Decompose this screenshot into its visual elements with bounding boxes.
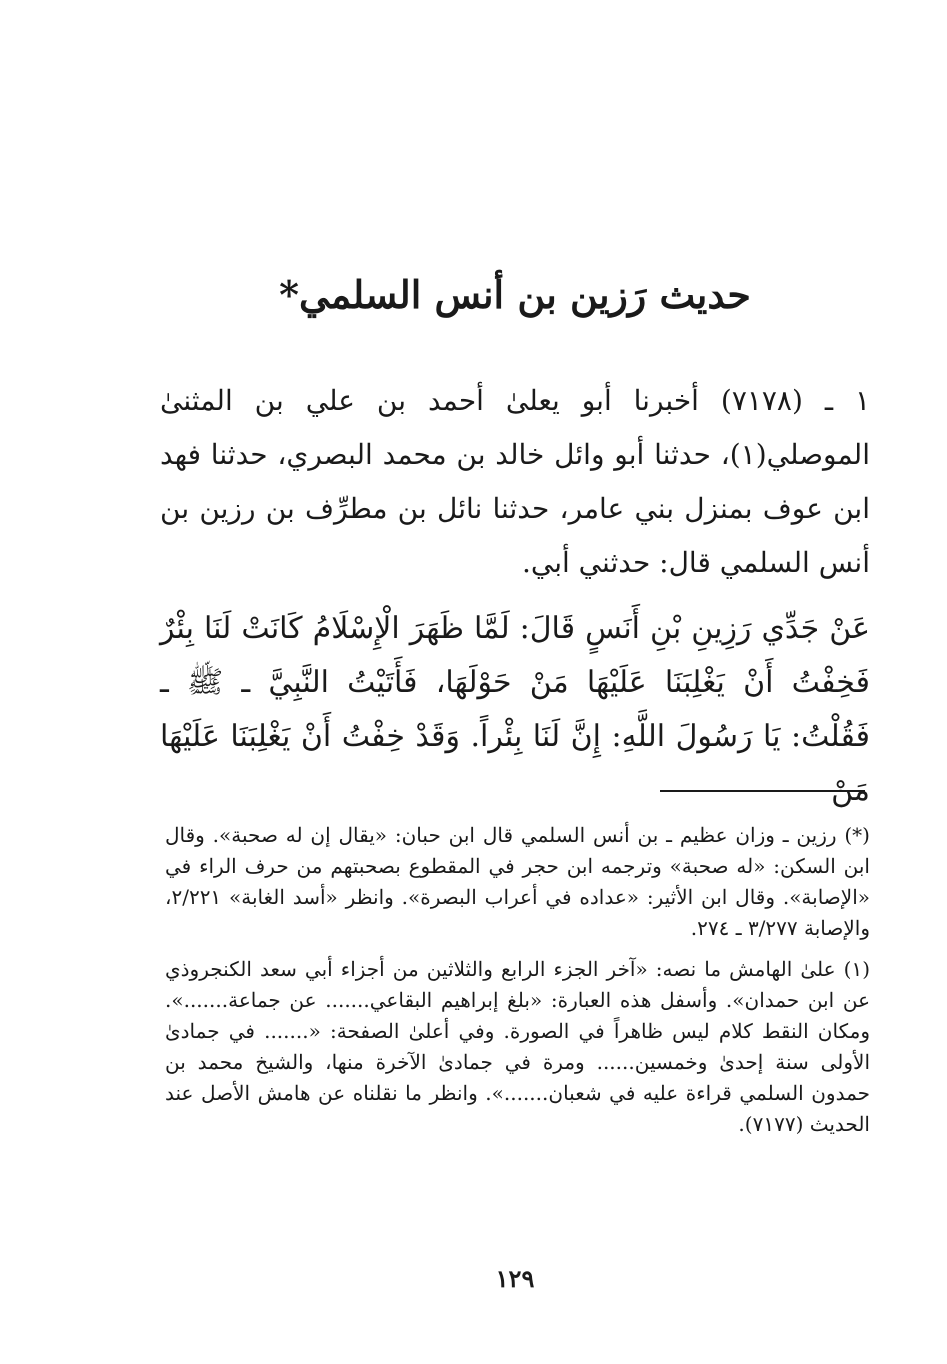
footnote-star: (*) رزين ـ وزان عظيم ـ بن أنس السلمي قال ابن حبان: «يقال إن له صحبة». وقال ابن السكن: «له صحبة» وترجمه ابن حجر في المقطوع بصحبتهم من حرف الراء في «الإصابة». وقال ابن الأثير: «عداده في أعراب البصرة». وانظر «أسد الغابة» ٢/٢٢١، والإصابة ٣/٢٧٧ ـ ٢٧٤. xyxy=(165,823,870,940)
page-number: ١٢٩ xyxy=(495,1264,535,1293)
page-title: حديث رَزين بن أنس السلمي* xyxy=(279,272,751,318)
footnotes xyxy=(165,820,870,1140)
footnote-1: (١) علىٰ الهامش ما نصه: «آخر الجزء الرابع والثلاثين من أجزاء أبي سعد الكنجروذي عن ابن حمدان». وأسفل هذه العبارة: «بلغ إبراهيم البقاعي....... عن جماعة.......». ومكان النقط كلام ليس ظاهراً في الصورة. وفي أعلىٰ الصفحة: «....... في جمادىٰ الأولى سنة إحدىٰ وخمسين...... ومرة في جمادىٰ الآخرة منها، والشيخ محمد بن حمدون السلمي قراءة عليه في شعبان.......». وانظر ما نقلناه عن هامش الأصل عند الحديث (٧١٧٧). xyxy=(165,957,870,1136)
main-text xyxy=(160,374,870,818)
footnote-separator xyxy=(660,790,865,792)
isnad-paragraph: ١ ـ (٧١٧٨) أخبرنا أبو يعلىٰ أحمد بن علي بن المثنىٰ الموصلي(١)، حدثنا أبو وائل خالد بن محمد البصري، حدثنا فهد ابن عوف بمنزل بني عامر، حدثنا نائل بن مطرِّف بن رزين بن أنس السلمي قال: حدثني أبي. xyxy=(160,384,870,579)
hadith-paragraph: عَنْ جَدِّي رَزِينِ بْنِ أَنَسٍ قَالَ: لَمَّا ظَهَرَ الْإِسْلَامُ كَانَتْ لَنَا بِئْرٌ فَخِفْتُ أَنْ يَغْلِبَنَا عَلَيْهَا مَنْ حَوْلَهَا، فَأَتَيْتُ النَّبِيَّ ـ ﷺ ـ فَقُلْتُ: يَا رَسُولَ اللَّهِ: إِنَّ لَنَا بِئْراً. وَقَدْ خِفْتُ أَنْ يَغْلِبَنَا عَلَيْهَا مَنْ xyxy=(160,611,870,808)
